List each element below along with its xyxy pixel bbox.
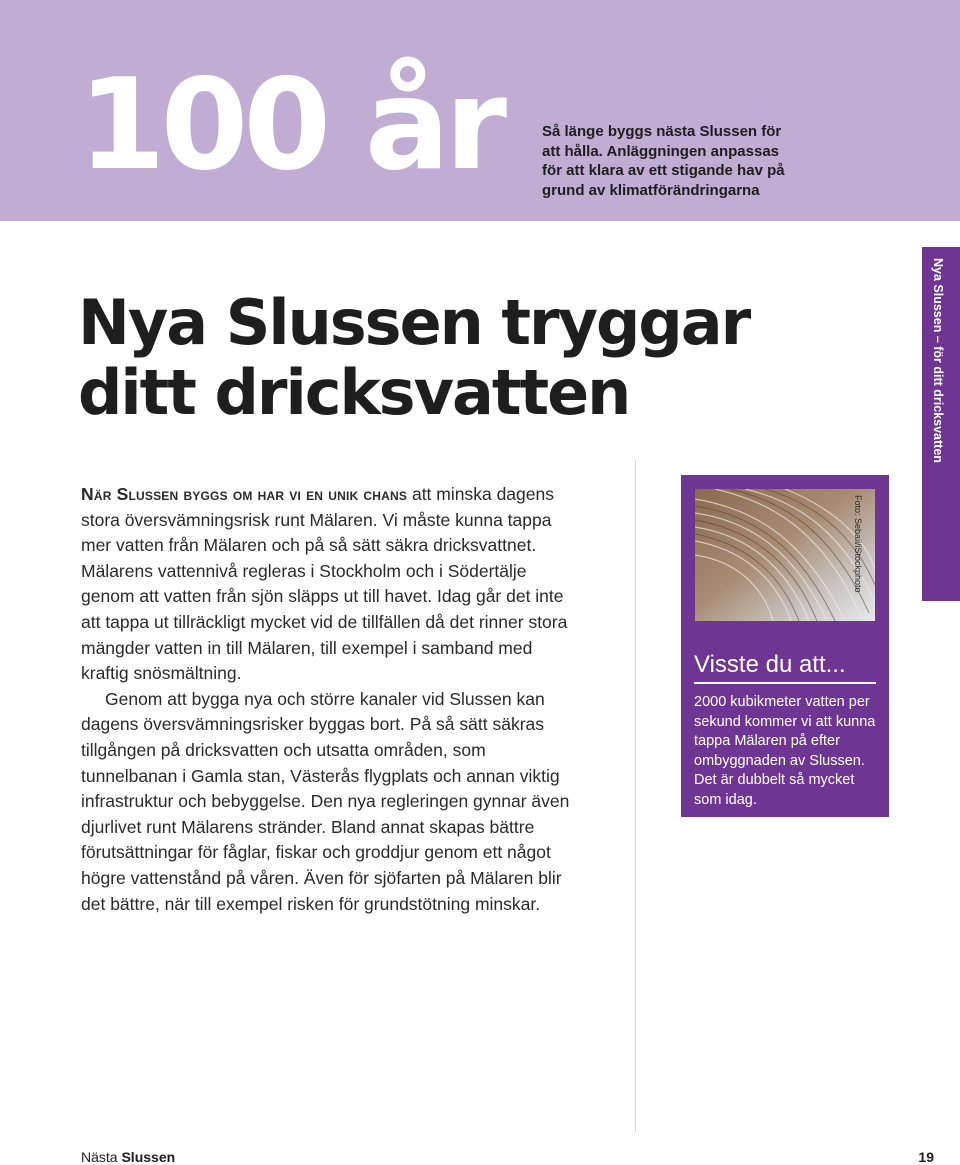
article-lead: När Slussen byggs om har vi en unik chans <box>81 484 408 504</box>
article-paragraph-1-text: att minska dagens stora översvämningsrisk runt Mälaren. Vi måste kunna tappa mer vatten från Mälaren och på så sätt säkra dricksvattnet. Mälarens vattennivå regleras i Stockholm och i Södertälje genom att vatten från sjön släpps ut till havet. Idag går det inte att tappa ut tillräckligt mycket vid de tillfällen då det rinner stora mängder vatten in till Mälaren, till exempel i samband med kraftig snösmältning. <box>81 484 568 684</box>
headline-line-2: ditt dricksvatten <box>78 356 630 429</box>
big-number-heading: 100 år <box>78 51 503 198</box>
banner-caption: Så länge byggs nästa Slussen för att hålla. Anläggningen anpassas för att klara av ett stigande hav på grund av klimatförändringarna <box>542 123 785 199</box>
fact-box-text: 2000 kubikmeter vatten per sekund kommer vi att kunna tappa Mälaren på efter ombyggnaden av Slussen. Det är dubbelt så mycket som idag. <box>694 694 876 808</box>
water-photo-image <box>695 489 875 621</box>
article-body <box>81 482 581 917</box>
article-paragraph-1 <box>81 482 581 687</box>
column-divider <box>635 460 636 1132</box>
fact-box-divider <box>694 682 876 684</box>
footer-brand: Slussen <box>121 1149 176 1165</box>
photo-credit: Foto: Sebaii/iStockphoto <box>853 495 863 593</box>
side-tab-label: Nya Slussen – för ditt dricksvatten <box>931 258 945 463</box>
fact-box-title: Visste du att... <box>694 651 846 678</box>
article-paragraph-2: Genom att bygga nya och större kanaler vid Slussen kan dagens översvämningsrisker byggas bort. På så sätt säkras tillgången på dricksvatten och utsatta områden, som tunnelbanan i Gamla stan, Västerås flygplats och annan viktig infrastruktur och bebyggelse. Den nya regleringen gynnar även djurlivet runt Mälarens stränder. Bland annat skapas bättre förutsättningar för fåglar, fiskar och groddjur genom ett något högre vattenstånd på våren. Även för sjöfarten på Mälaren blir det bättre, när till exempel risken för grundstötning minskar. <box>81 688 570 914</box>
fact-box <box>681 475 889 817</box>
top-banner <box>0 0 960 221</box>
water-photo <box>695 489 875 621</box>
page-number: 19 <box>918 1149 934 1165</box>
article-headline <box>78 288 768 428</box>
footer-prefix: Nästa <box>81 1149 118 1165</box>
headline-line-1: Nya Slussen tryggar <box>78 286 750 359</box>
